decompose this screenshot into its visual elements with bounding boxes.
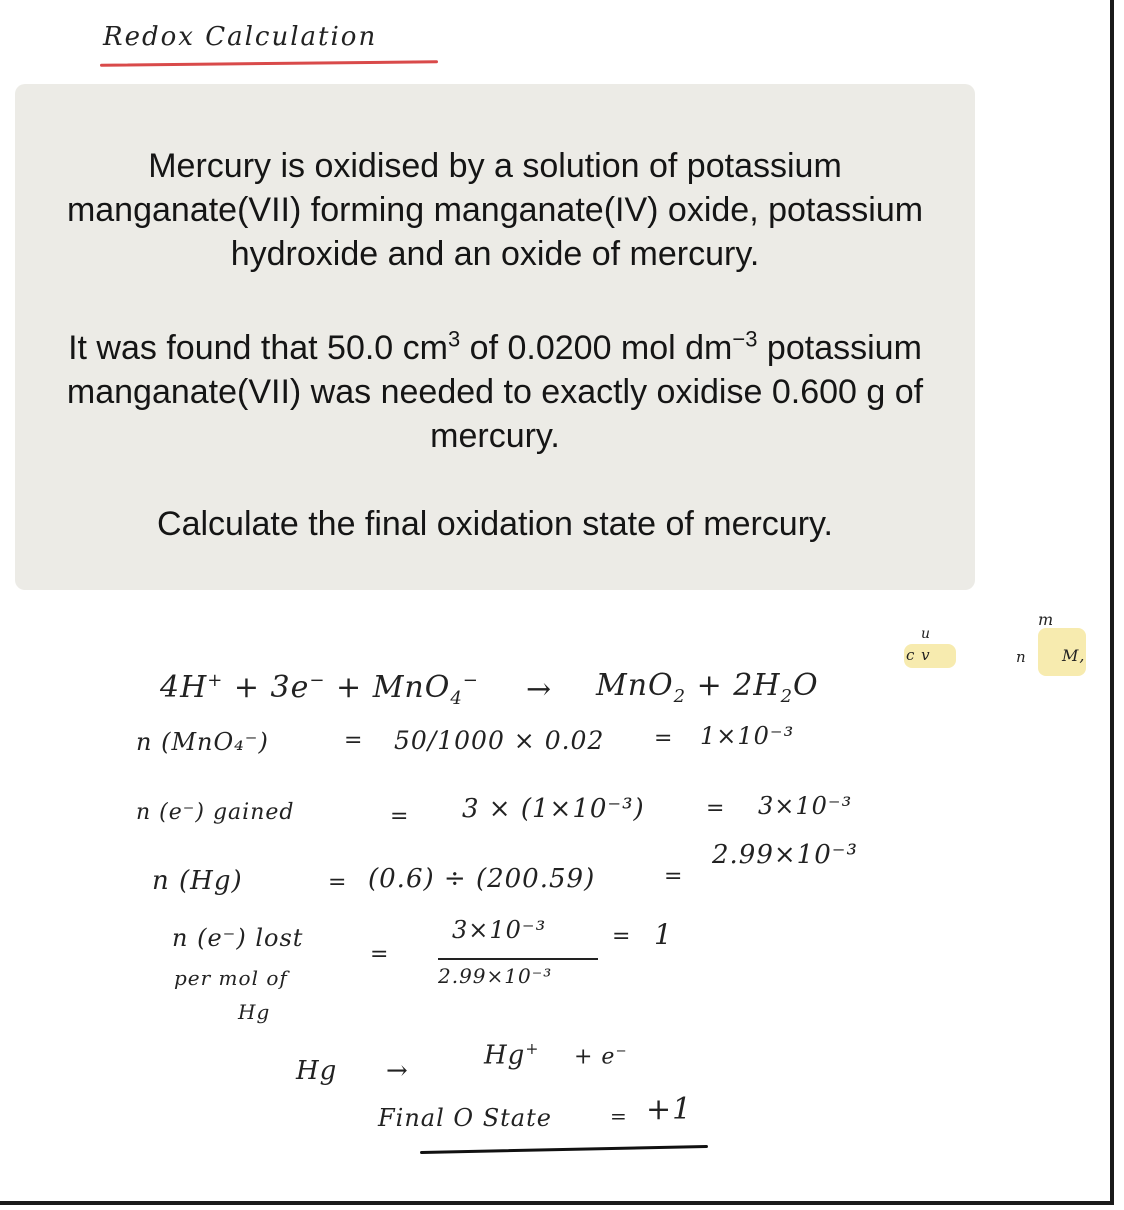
n-electrons-gained-equals: = <box>390 804 410 829</box>
half-eq-electron <box>574 1044 628 1069</box>
final-equals: = <box>610 1104 628 1128</box>
eq-lhs-mno4-charge: − <box>462 670 479 691</box>
n-electrons-lost-equals-2: = <box>612 924 632 949</box>
scribble-3: m <box>1038 610 1055 629</box>
n-mno4-label: n (MnO₄⁻) <box>136 728 269 756</box>
n-electrons-lost-label-3: Hg <box>238 1000 271 1024</box>
eq-rhs-h2o: + 2H <box>686 668 781 703</box>
final-oxidation-state-label: Final O State <box>378 1104 552 1132</box>
n-mercury-equals: = <box>328 870 348 895</box>
eq-lhs-mno4-sub: 4 <box>450 688 463 709</box>
n-mercury-expression: (0.6) ÷ (200.59) <box>368 864 596 894</box>
n-electrons-gained-label: n (e⁻) gained <box>136 800 295 825</box>
reduction-half-equation <box>160 670 479 709</box>
eq-lhs-e-charge: − <box>309 670 326 691</box>
n-mno4-result: 1×10⁻³ <box>700 722 795 750</box>
eq-lhs-h-charge: + <box>207 670 224 691</box>
q2-sup-neg3: −3 <box>732 326 758 352</box>
question-paragraph-1: Mercury is oxidised by a solution of potassium manganate(VII) forming manganate(IV) oxide, potassium hydroxide and an oxide of mercury. <box>66 147 924 273</box>
equation-arrow: → <box>526 672 553 707</box>
scribble-4: n <box>1016 648 1027 666</box>
question-paragraph-2 <box>55 326 935 458</box>
q2-after: potassium manganate(VII) was needed to exactly oxidise 0.600 g of mercury. <box>66 329 924 455</box>
n-electrons-lost-equals: = <box>370 942 390 967</box>
n-electrons-lost-label-2: per mol of <box>174 966 288 990</box>
eq-lhs-e: + 3e <box>223 670 310 705</box>
equation-products <box>596 668 819 707</box>
half-eq-hg-ion <box>484 1040 539 1071</box>
eq-rhs-mno2: MnO <box>596 668 674 703</box>
final-oxidation-state-value: +1 <box>646 1092 693 1127</box>
half-eq-hg-ion-symbol: Hg <box>484 1040 526 1071</box>
eq-lhs-h: 4H <box>160 670 208 705</box>
fraction-bar <box>438 958 598 960</box>
scribble-2: c v <box>906 646 931 664</box>
n-mercury-label: n (Hg) <box>152 866 243 896</box>
n-electrons-gained-equals-2: = <box>706 796 726 821</box>
half-eq-electron-term: + e <box>574 1044 616 1070</box>
question-paragraph-3: Calculate the final oxidation state of mercury. <box>157 505 833 543</box>
page-title: Redox Calculation <box>103 22 378 52</box>
fraction-denominator: 2.99×10⁻³ <box>438 964 553 988</box>
question-card <box>15 84 975 590</box>
n-electrons-gained-result: 3×10⁻³ <box>758 792 853 820</box>
q2-before: It was found that 50.0 cm <box>68 329 448 367</box>
eq-rhs-h2o-sub: 2 <box>780 686 794 707</box>
n-electrons-gained-expression: 3 × (1×10⁻³) <box>462 794 645 824</box>
n-mercury-equals-2: = <box>664 864 684 889</box>
half-eq-hg-ion-charge: + <box>525 1040 540 1058</box>
n-mno4-equals-2: = <box>654 726 674 751</box>
n-mercury-result: 2.99×10⁻³ <box>712 840 858 870</box>
n-electrons-lost-label: n (e⁻) lost <box>172 924 304 952</box>
fraction-numerator: 3×10⁻³ <box>452 916 547 944</box>
eq-rhs-mno2-sub: 2 <box>673 686 687 707</box>
half-eq-electron-charge: − <box>615 1044 628 1059</box>
eq-lhs-mno4: + MnO <box>325 670 451 705</box>
n-mno4-equals: = <box>344 728 364 753</box>
scribble-5: M, <box>1062 646 1086 665</box>
n-mno4-expression: 50/1000 × 0.02 <box>394 726 605 755</box>
eq-rhs-o: O <box>793 668 819 703</box>
q2-sup-cubed: 3 <box>447 326 461 352</box>
scribble-1: u <box>921 626 932 642</box>
q2-mid: of 0.0200 mol dm <box>460 329 733 367</box>
half-eq-arrow: → <box>386 1056 409 1086</box>
half-eq-hg: Hg <box>296 1056 338 1086</box>
n-electrons-lost-result: 1 <box>654 918 673 951</box>
